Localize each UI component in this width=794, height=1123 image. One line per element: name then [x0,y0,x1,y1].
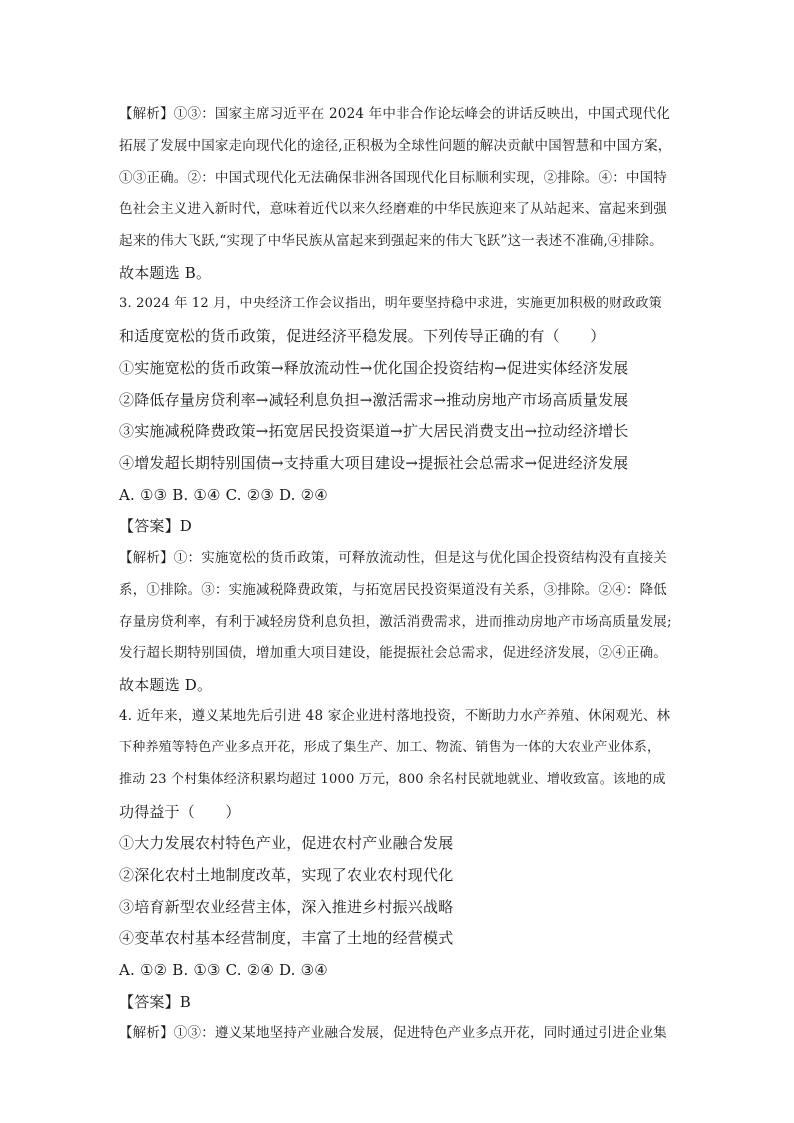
question-3-analysis: 发行超长期特别国债，增加重大项目建设，能提振社会总需求，促进经济发展，②④正确。 [119,645,667,661]
text-line: 起来的伟大飞跃,“实现了中华民族从富起来到强起来的伟大飞跃”这一表述不准确,④排除。 [119,233,663,249]
question-4-stem: 推动 23 个村集体经济积累均超过 1000 万元，800 余名村民就地就业、增收致富。该地的成 [119,772,666,787]
text-line: 拓展了发展中国家走向现代化的途径,正积极为全球性问题的解决贡献中国智慧和中国方案， [119,138,672,154]
question-4-option-1: ①大力发展农村特色产业，促进农村产业融合发展 [119,834,454,852]
question-3-answer: 【答案】D [119,517,193,535]
text-line: ①③正确。②：中国式现代化无法确保非洲各国现代化目标顺利实现，②排除。④：中国特 [119,170,667,186]
question-3-option-1: ①实施宽松的货币政策→释放流动性→优化国企投资结构→促进实体经济发展 [119,359,629,377]
question-3-option-4: ④增发超长期特别国债→支持重大项目建设→提振社会总需求→促进经济发展 [119,454,629,472]
question-3-choices: A. ①③ B. ①④ C. ②③ D. ②④ [119,486,328,504]
text-line: 色社会主义进入新时代，意味着近代以来久经磨难的中华民族迎来了从站起来、富起来到强 [119,201,667,217]
text-line: 故本题选 B。 [119,264,212,282]
question-4-option-4: ④变革农村基本经营制度，丰富了土地的经营模式 [119,929,454,947]
question-3-analysis: 存量房贷利率，有利于减轻房贷利息负担，激活消费需求，进而推动房地产市场高质量发展; [119,614,672,630]
question-3-stem: 3. 2024 年 12 月，中央经济工作会议指出，明年要坚持稳中求进，实施更加积极的财政政策 [119,296,662,311]
question-3-analysis: 【解析】①：实施宽松的货币政策，可释放流动性，但是这与优化国企投资结构没有直接关 [119,550,667,566]
question-4-choices: A. ①② B. ①③ C. ②④ D. ③④ [119,961,328,979]
question-3-analysis: 故本题选 D。 [119,676,213,694]
question-4-stem: 下种养殖等特色产业多点开花，形成了集生产、加工、物流、销售为一体的大农业产业体系， [119,740,661,755]
question-3-analysis: 系，①排除。③：实施减税降费政策，与拓宽居民投资渠道没有关系，③排除。②④：降低 [119,582,667,598]
question-4-stem: 功得益于（ ） [119,803,241,821]
question-3-option-3: ③实施减税降费政策→拓宽居民投资渠道→扩大居民消费支出→拉动经济增长 [119,422,629,440]
text-line: 【解析】①③：国家主席习近平在 2024 年中非合作论坛峰会的讲话反映出，中国式现代化 [119,106,671,122]
question-4-analysis: 【解析】①③：遵义某地坚持产业融合发展，促进特色产业多点开花，同时通过引进企业集 [119,1025,667,1041]
question-4-stem: 4. 近年来，遵义某地先后引进 48 家企业进村落地投资，不断助力水产养殖、休闲观光、林 [119,708,671,724]
question-4-option-3: ③培育新型农业经营主体，深入推进乡村振兴战略 [119,898,454,916]
question-4-option-2: ②深化农村土地制度改革，实现了农业农村现代化 [119,866,454,884]
question-3-stem: 和适度宽松的货币政策，促进经济平稳发展。下列传导正确的有（ ） [119,327,606,345]
question-4-answer: 【答案】B [119,993,192,1011]
question-3-option-2: ②降低存量房贷利率→减轻利息负担→激活需求→推动房地产市场高质量发展 [119,391,629,409]
